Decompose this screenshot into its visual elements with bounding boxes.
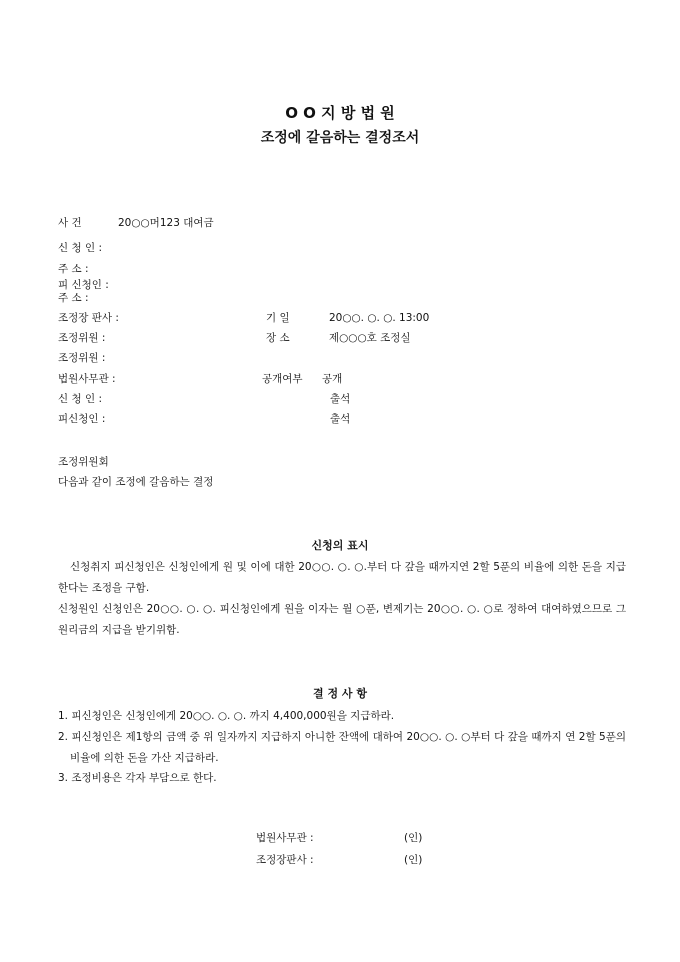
claim-heading: 신청의 표시 bbox=[311, 539, 369, 552]
court-clerk-label: 법원사무관 : bbox=[58, 373, 116, 385]
applicant-address-label: 주 소 : bbox=[58, 263, 89, 275]
mediator-2-label: 조정위원 : bbox=[58, 352, 106, 364]
document-title: 조정에 갈음하는 결정조서 bbox=[260, 130, 420, 146]
date-label: 기 일 bbox=[266, 312, 290, 324]
place-label: 장 소 bbox=[266, 332, 290, 344]
respondent-attendance-label: 피신청인 : bbox=[58, 413, 106, 425]
mediator-1-label: 조정위원 : bbox=[58, 332, 106, 344]
committee-decision-line: 다음과 같이 조정에 갈음하는 결정 bbox=[58, 476, 214, 488]
decision-item-3: 3. 조정비용은 각자 부담으로 한다. bbox=[58, 772, 217, 784]
respondent-attendance-status: 출석 bbox=[330, 413, 351, 425]
judge-seal: (인) bbox=[404, 854, 423, 866]
court-name: O O 지 방 법 원 bbox=[285, 104, 395, 122]
chief-judge-label: 조정장 판사 : bbox=[58, 312, 119, 324]
committee-title: 조정위원회 bbox=[58, 456, 109, 468]
place-value: 제○○○호 조정실 bbox=[329, 332, 411, 344]
decision-item-2: 2. 피신청인은 제1항의 금액 중 위 일자까지 지급하지 아니한 잔액에 대하여 20○○. ○. ○부터 다 갚을 때까지 연 2할 5푼의 비율에 의한 돈을 가산 지급하라. bbox=[58, 731, 626, 764]
respondent-address-label: 주 소 : bbox=[58, 292, 89, 304]
claim-purpose: 신청취지 피신청인은 신청인에게 원 및 이에 대한 20○○. ○. ○.부터 다 갚을 때까지연 2할 5푼의 비율에 의한 돈을 지급한다는 조정을 구함. bbox=[58, 561, 626, 594]
applicant-label: 신 청 인 : bbox=[58, 242, 102, 254]
public-value: 공개 bbox=[322, 373, 343, 385]
claim-cause: 신청원인 신청인은 20○○. ○. ○. 피신청인에게 원을 이자는 월 ○푼, 변제기는 20○○. ○. ○로 정하여 대여하였으므로 그 원리금의 지급을 받기위함. bbox=[58, 603, 626, 636]
case-value: 20○○머123 대여금 bbox=[118, 217, 214, 229]
respondent-label: 피 신청인 : bbox=[58, 279, 109, 291]
applicant-attendance-label: 신 청 인 : bbox=[58, 393, 102, 405]
decision-heading: 결 정 사 항 bbox=[313, 687, 367, 700]
clerk-seal: (인) bbox=[404, 832, 423, 844]
case-label: 사 건 bbox=[58, 217, 82, 229]
judge-signature-label: 조정장판사 : bbox=[256, 854, 314, 866]
clerk-signature-label: 법원사무관 : bbox=[256, 832, 314, 844]
date-value: 20○○. ○. ○. 13:00 bbox=[329, 312, 430, 324]
applicant-attendance-status: 출석 bbox=[330, 393, 351, 405]
public-label: 공개여부 bbox=[262, 373, 303, 385]
decision-item-1: 1. 피신청인은 신청인에게 20○○. ○. ○. 까지 4,400,000원을 지급하라. bbox=[58, 710, 395, 722]
